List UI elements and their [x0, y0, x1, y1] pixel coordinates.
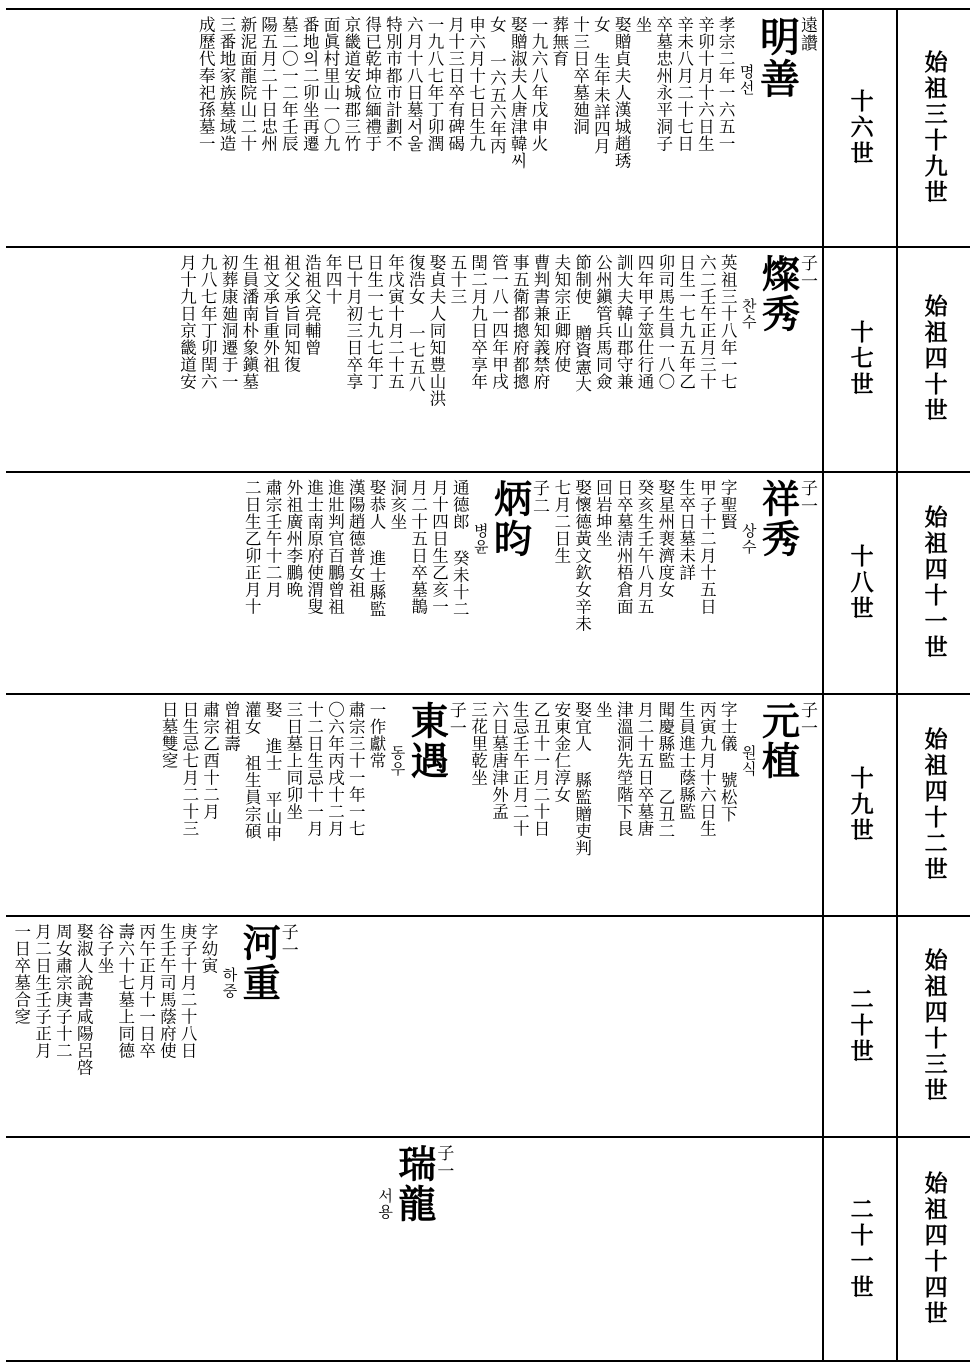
detail-column: 九八七年丁卯閏六: [198, 253, 218, 390]
generation-label-cell: [896, 248, 970, 472]
detail-column: 安東金仁淳女: [551, 700, 571, 803]
person-name-block: [472, 477, 548, 559]
person-name: 炳昀: [487, 479, 533, 560]
person-name-block: [389, 699, 465, 781]
generation-label-cell: [896, 695, 970, 915]
person-name: 元植: [755, 700, 801, 781]
detail-column: 丙午正月十一日卒: [136, 922, 156, 1059]
detail-column: 漢陽趙德普女祖: [346, 479, 366, 599]
person-name: 燦秀: [755, 253, 801, 334]
detail-column: 娶星州裵濟度女: [655, 479, 675, 599]
detail-column: 周女肅宗庚子十二: [53, 922, 73, 1059]
detail-column: 月十九日京畿道安: [177, 253, 197, 390]
generation-number: 二十世: [846, 987, 874, 1066]
generation-number: 十八世: [846, 544, 874, 623]
detail-column: 津溫洞先塋階下艮: [614, 700, 634, 837]
detail-column: 癸亥生壬午八月五: [635, 479, 655, 616]
generation-label: 始祖三十九世: [920, 49, 948, 206]
detail-column: 娶 進士 平山申: [263, 700, 283, 842]
detail-column: 日卒墓淸州梧倉面: [614, 479, 634, 616]
detail-column: 三番地家族墓域造: [217, 16, 237, 152]
detail-column: 日生忌七月二十三: [179, 700, 199, 837]
person-name-block: [738, 14, 816, 100]
generation-label: 始祖四十二世: [920, 726, 948, 883]
detail-column: 坐: [593, 700, 613, 718]
detail-column: 二日生乙卯正月十: [242, 479, 262, 616]
detail-column: 英祖三十八年一七: [718, 253, 738, 390]
detail-column: 乙丑十一月二十日: [531, 700, 551, 837]
table-row: [6, 1138, 970, 1360]
person-name-block: [740, 252, 816, 334]
detail-column: 日墓雙窆: [159, 700, 179, 769]
detail-column: 六二壬午正月三十: [697, 253, 717, 390]
detail-column: 肅宗三十一年一七: [346, 700, 366, 837]
person-name-hangul: 원식: [739, 744, 758, 777]
generation-number: 二十一世: [846, 1197, 874, 1302]
table-row: [6, 10, 970, 248]
detail-column: 肅宗乙酉十二月: [200, 700, 220, 820]
detail-column: 坐: [632, 16, 652, 33]
detail-column: 曾祖壽: [221, 700, 241, 752]
detail-column: 日生一七九五年乙: [676, 253, 696, 390]
detail-column: 生壬午司馬蔭府使: [157, 922, 177, 1059]
detail-column: 浩祖父亮輔曾: [302, 253, 322, 356]
generation-number-cell: [822, 10, 896, 246]
generation-number-cell: [822, 473, 896, 693]
detail-column: 事五衛都摠府都摠: [510, 253, 530, 390]
detail-column: 日生一七九七年丁: [364, 253, 384, 390]
detail-column: 娶懷德黃文欽女辛未: [572, 479, 592, 633]
detail-column: 十三日卒墓廸洞: [570, 16, 590, 135]
person-entry: [374, 1142, 453, 1224]
detail-column: 聞慶縣監 乙丑二: [655, 700, 675, 840]
person-name: 明善: [753, 16, 801, 100]
detail-column: 生忌壬午正月二十: [510, 700, 530, 837]
detail-column: 祖父承旨同知復: [281, 253, 301, 373]
detail-column: 通德郎 癸未十二: [450, 479, 470, 618]
generation-number-cell: [822, 1138, 896, 1360]
person-prefix: 子一: [445, 700, 466, 737]
person-prefix: 子一: [277, 922, 298, 959]
person-name-hangul: 동우: [388, 744, 407, 777]
detail-column: 生員進士蔭縣監: [676, 700, 696, 820]
detail-column: 生員潘南朴象鎭墓: [239, 253, 259, 390]
person-name-block: [740, 699, 816, 781]
detail-column: 月二日生壬子正月: [32, 922, 52, 1059]
person-name-hangul: 찬수: [739, 297, 758, 330]
person-entry: [240, 477, 548, 618]
generation-number: 十九世: [846, 765, 874, 844]
detail-column: 番地의二卯坐再遷: [300, 16, 320, 152]
detail-column: 一九六八年戊申火: [528, 16, 548, 152]
detail-column: 面眞村里山一〇九: [321, 16, 341, 152]
detail-column: 外祖廣州李鵬晩: [283, 479, 303, 599]
detail-column: 閏二月九日卒享年: [468, 253, 488, 390]
detail-column: 祖文承旨重外祖: [260, 253, 280, 373]
person-entry: [550, 477, 816, 632]
generation-label-cell: [896, 10, 970, 246]
detail-column: 孝宗二年一六五一: [716, 16, 736, 152]
detail-column: 卯司馬生員一八〇: [655, 253, 675, 390]
detail-column: 丙寅九月十六日生: [697, 700, 717, 837]
generation-label-cell: [896, 917, 970, 1137]
detail-column: 三花里乾坐: [468, 700, 488, 786]
detail-column: 月二十五日卒墓鵲: [408, 479, 428, 616]
generation-number: 十七世: [846, 320, 874, 399]
detail-column: 生卒日墓未詳: [676, 479, 696, 582]
detail-column: 卒墓忠州永平洞子: [653, 16, 673, 152]
generation-number-cell: [822, 248, 896, 472]
detail-column: 六日墓唐津外孟: [489, 700, 509, 820]
generation-label: 始祖四十三世: [920, 948, 948, 1105]
generation-number: 十六世: [846, 88, 874, 167]
detail-column: 墓二〇一二年壬辰: [279, 16, 299, 152]
detail-column: 月十三日卒有碑碣: [445, 16, 465, 152]
detail-column: 京畿道安城郡三竹: [341, 16, 361, 152]
person-name-block: [740, 477, 816, 559]
detail-column: 字聖賢: [718, 479, 738, 531]
detail-column: 娶貞夫人同知豊山洪: [427, 253, 447, 407]
detail-column: 夫知宗正卿府使: [551, 253, 571, 373]
detail-column: 初葬康廸洞遷于一: [219, 253, 239, 390]
generation-label-cell: [896, 473, 970, 693]
row-entries: [6, 1138, 822, 1360]
person-name-hangul: 상수: [739, 523, 758, 556]
person-prefix: 子一: [433, 1144, 454, 1181]
detail-column: 娶贈淑夫人唐津韓씨: [508, 16, 528, 169]
table-row: [6, 695, 970, 917]
detail-column: 年戊寅十月二十五: [385, 253, 405, 390]
person-name-block: [221, 921, 297, 1003]
person-prefix: 遠讚: [797, 16, 817, 52]
person-prefix: 子一: [797, 253, 817, 290]
person-name-hangul: 하중: [220, 966, 239, 999]
detail-column: 女 一六五六年丙: [487, 16, 507, 155]
detail-column: 七月二日生: [551, 479, 571, 565]
detail-column: 管一八一四年甲戌: [489, 253, 509, 390]
row-entries: [6, 473, 822, 693]
detail-column: 回岩坤坐: [593, 479, 613, 548]
detail-column: 進士南原府使渭叟: [304, 479, 324, 616]
detail-column: 得已乾坤位緬禮于: [362, 16, 382, 152]
detail-column: 〇六年丙戌十二月: [325, 700, 345, 837]
generation-label-cell: [896, 1138, 970, 1360]
detail-column: 公州鎭管兵馬同僉: [593, 253, 613, 390]
person-name-block: [377, 1142, 453, 1224]
table-row: [6, 248, 970, 474]
detail-column: 娶淑人說書咸陽呂啓: [74, 922, 94, 1076]
detail-column: 節制使 贈資憲大: [572, 253, 592, 393]
person-name: 瑞龍: [391, 1144, 437, 1225]
person-entry: [194, 14, 816, 169]
detail-column: 特別市都市計劃不: [383, 16, 403, 152]
detail-column: 娶贈貞夫人漢城趙琇: [612, 16, 632, 169]
generation-number-cell: [822, 695, 896, 915]
detail-column: 四年甲子筮仕行通: [635, 253, 655, 390]
detail-column: 曹判書兼知義禁府: [531, 253, 551, 390]
detail-column: 復浩女 一七五八: [406, 253, 426, 393]
detail-column: 新泥面龍院山二十: [237, 16, 257, 152]
person-entry: [467, 699, 816, 857]
row-entries: [6, 917, 822, 1137]
row-entries: [6, 10, 822, 246]
detail-column: 肅宗壬午十二月: [263, 479, 283, 599]
table-row: [6, 917, 970, 1139]
detail-column: 娶恭人 進士縣監: [367, 479, 387, 618]
detail-column: 辛未八月二十七日: [674, 16, 694, 152]
detail-column: 一日卒墓合窆: [11, 922, 31, 1025]
person-name: 祥秀: [755, 479, 801, 560]
generation-label: 始祖四十四世: [920, 1171, 948, 1328]
detail-column: 陽五月二十日忠州: [258, 16, 278, 152]
person-name: 河重: [236, 922, 282, 1003]
detail-column: 娶宜人 縣監贈吏判: [572, 700, 592, 857]
detail-column: 字幼寅: [198, 922, 218, 974]
generation-number-cell: [822, 917, 896, 1137]
person-entry: [157, 699, 465, 842]
detail-column: 一九八七年丁卯潤: [425, 16, 444, 152]
detail-column: 成歷代奉祀孫墓一: [196, 16, 216, 152]
person-prefix: 子二: [529, 479, 550, 516]
person-name-hangul: 명선: [737, 64, 756, 96]
detail-column: 谷子坐: [94, 922, 114, 974]
detail-column: 女 生年未詳四月: [591, 16, 611, 155]
person-prefix: 子一: [797, 479, 817, 516]
genealogy-table: [6, 8, 970, 1362]
row-entries: [6, 695, 822, 915]
detail-column: 字士儀 號松下: [718, 700, 738, 823]
table-row: [6, 473, 970, 695]
detail-column: 甲子十二月十五日: [697, 479, 717, 616]
person-name-hangul: 서용: [376, 1188, 395, 1221]
person-entry: [10, 921, 297, 1076]
generation-label: 始祖四十世: [920, 294, 948, 425]
detail-column: 訓大夫韓山郡守兼: [614, 253, 634, 390]
person-entry: [176, 252, 816, 407]
generation-label: 始祖四十一世: [920, 505, 948, 662]
row-entries: [6, 248, 822, 472]
person-name: 東遇: [404, 700, 450, 781]
detail-column: 葬無育: [549, 16, 569, 67]
detail-column: 洞亥坐: [387, 479, 407, 531]
detail-column: 辛卯十月十六日生: [695, 16, 715, 152]
detail-column: 六月十八日墓서울: [404, 16, 424, 152]
detail-column: 月十四日生乙亥一: [429, 479, 449, 616]
detail-column: 進壯判官百鵬曾祖: [325, 479, 345, 616]
person-prefix: 子一: [797, 700, 817, 737]
detail-column: 灌女 祖生員宗碩: [242, 700, 262, 840]
detail-column: 五十三: [447, 253, 467, 305]
detail-column: 三日墓上同卯坐: [283, 700, 303, 820]
detail-column: 年四十: [323, 253, 343, 305]
detail-column: 月二十五日卒墓唐: [635, 700, 655, 837]
detail-column: 巳十月初三日卒享: [343, 253, 363, 390]
detail-column: 一作獻常: [367, 700, 387, 769]
detail-column: 申六月十七日生九: [466, 16, 486, 152]
person-name-hangul: 병윤: [471, 523, 490, 556]
detail-column: 庚子十月二十八日: [178, 922, 198, 1059]
detail-column: 十二日生忌十一月: [304, 700, 324, 837]
detail-column: 壽六十七墓上同德: [115, 922, 135, 1059]
